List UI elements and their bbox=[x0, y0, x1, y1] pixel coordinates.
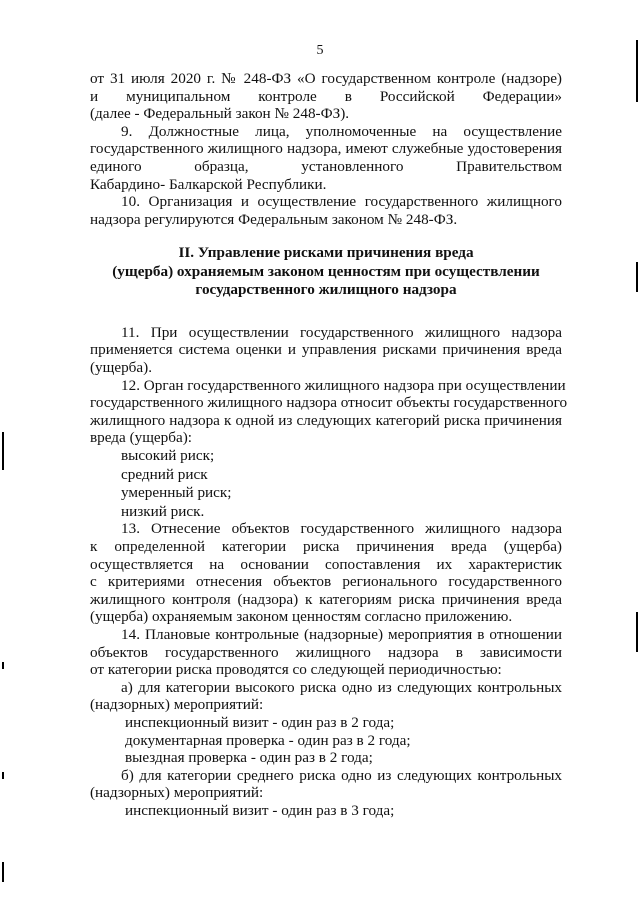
list-item: документарная проверка - один раз в 2 года; bbox=[125, 731, 411, 749]
text-line: объектов государственного жилищного надзора в зависимости bbox=[90, 643, 562, 661]
text-line: (ущерба). bbox=[90, 359, 153, 377]
paragraph-continuation bbox=[90, 70, 562, 123]
text-line: Кабардино- Балкарской Республики. bbox=[90, 175, 327, 193]
subparagraph-b bbox=[90, 767, 562, 802]
text-line: 12. Орган государственного жилищного надзора при осуществлении bbox=[121, 376, 566, 394]
scan-edge-mark bbox=[2, 432, 4, 470]
paragraph-12 bbox=[90, 376, 568, 447]
heading-line: II. Управление рисками причинения вреда bbox=[178, 244, 474, 262]
list-item: умеренный риск; bbox=[121, 484, 232, 502]
text-line: от категории риска проводятся со следующей периодичностью: bbox=[90, 661, 502, 679]
scan-edge-mark bbox=[636, 262, 638, 292]
paragraph-11 bbox=[90, 324, 562, 377]
text-line: к определенной категории риска причинения вреда (ущерба) bbox=[90, 537, 562, 555]
text-line: 10. Организация и осуществление государственного жилищного bbox=[121, 193, 562, 211]
text-line: (далее - Федеральный закон № 248-ФЗ). bbox=[90, 105, 350, 123]
text-line: жилищного контроля (надзора) к категориям риска причинения вреда bbox=[90, 590, 562, 608]
text-line: (ущерба) охраняемым законом ценностям согласно приложению. bbox=[90, 608, 513, 626]
list-item: низкий риск. bbox=[121, 502, 205, 520]
page-number: 5 bbox=[316, 43, 324, 58]
list-item: высокий риск; bbox=[121, 447, 215, 464]
text-line: единого образца, установленного Правительством bbox=[90, 157, 562, 175]
subparagraph-a bbox=[90, 679, 562, 714]
text-line: государственного жилищного надзора, имеют служебные удостоверения bbox=[90, 140, 562, 158]
text-line: 13. Отнесение объектов государственного жилищного надзора bbox=[121, 520, 562, 538]
text-line: применяется система оценки и управления рисками причинения вреда bbox=[90, 341, 562, 359]
text-line: надзора регулируются Федеральным законом № 248-ФЗ. bbox=[90, 210, 458, 228]
heading-line: (ущерба) охраняемым законом ценностям при осуществлении bbox=[112, 262, 540, 280]
subparagraph-b-items bbox=[90, 802, 562, 820]
text-line: осуществляется на основании сопоставления их характеристик bbox=[90, 555, 562, 573]
scan-edge-mark bbox=[636, 612, 638, 652]
paragraph-10 bbox=[90, 193, 562, 228]
text-line: (надзорных) мероприятий: bbox=[90, 696, 264, 714]
text-line: а) для категории высокого риска одно из следующих контрольных bbox=[121, 678, 562, 696]
scan-edge-mark bbox=[2, 862, 4, 882]
list-item: инспекционный визит - один раз в 3 года; bbox=[125, 801, 395, 819]
section-heading bbox=[90, 244, 562, 300]
text-line: вреда (ущерба): bbox=[90, 429, 192, 447]
text-line: б) для категории среднего риска одно из следующих контрольных bbox=[121, 766, 562, 784]
list-item: инспекционный визит - один раз в 2 года; bbox=[125, 713, 395, 731]
heading-line: государственного жилищного надзора bbox=[195, 281, 457, 299]
text-line: 14. Плановые контрольные (надзорные) мероприятия в отношении bbox=[121, 625, 562, 643]
text-line: государственного жилищного надзора относит объекты государственного bbox=[90, 394, 568, 412]
text-line: 9. Должностные лица, уполномоченные на осуществление bbox=[121, 122, 562, 140]
text-line: с критериями отнесения объектов регионального государственного bbox=[90, 573, 562, 591]
text-line: и муниципальном контроле в Российской Федерации» bbox=[90, 87, 562, 105]
text-line: от 31 июля 2020 г. № 248-ФЗ «О государственном контроле (надзоре) bbox=[90, 70, 562, 87]
list-item: выездная проверка - один раз в 2 года; bbox=[125, 749, 373, 767]
paragraph-9 bbox=[90, 123, 562, 193]
paragraph-13 bbox=[90, 520, 562, 626]
scan-edge-mark bbox=[2, 662, 4, 669]
scan-edge-mark bbox=[2, 772, 4, 779]
risk-category-list bbox=[90, 447, 562, 520]
document-body bbox=[90, 70, 568, 819]
text-line: 11. При осуществлении государственного жилищного надзора bbox=[121, 323, 562, 341]
text-line: (надзорных) мероприятий: bbox=[90, 784, 264, 802]
text-line: жилищного надзора к одной из следующих категорий риска причинения bbox=[90, 411, 562, 429]
paragraph-14 bbox=[90, 626, 562, 679]
subparagraph-a-items bbox=[90, 714, 562, 767]
list-item: средний риск bbox=[121, 465, 208, 483]
scan-edge-mark bbox=[636, 40, 638, 102]
